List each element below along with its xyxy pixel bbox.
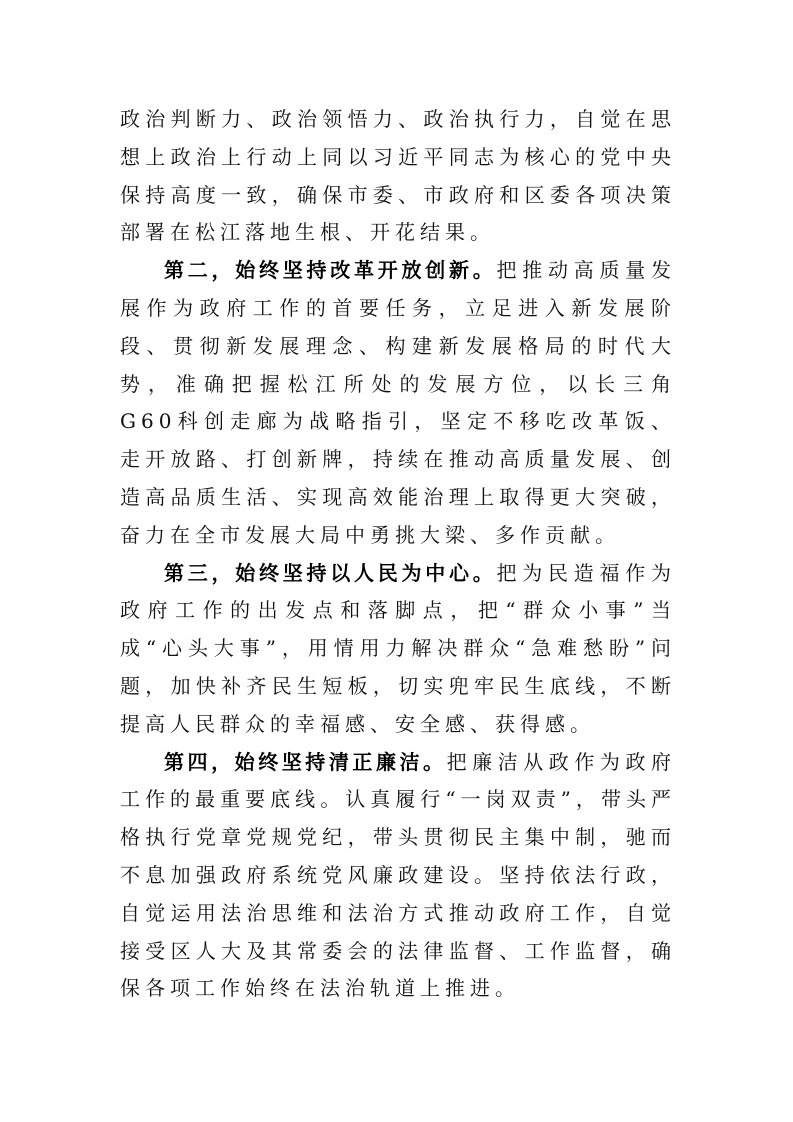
paragraph-integrity	[120, 744, 676, 1009]
paragraph-people-centered	[120, 555, 676, 744]
paragraph-lead-heading: 第二，始终坚持改革开放创新。	[164, 258, 497, 283]
paragraph-text: 把廉洁从政作为政府工作的最重要底线。认真履行“一岗双责”，带头严格执行党章党规党纪，带头贯彻民主集中制，驰而不息加强政府系统党风廉政建设。坚持依法行政，自觉运用法治思维和法治方式推动政府工作，自觉接受区人大及其常委会的法律监督、工作监督，确保各项工作始终在法治轨道上推进。	[120, 749, 677, 1001]
paragraph-reform-opening-innovation	[120, 252, 676, 554]
paragraph-lead-heading: 第四，始终坚持清正廉洁。	[164, 749, 447, 774]
paragraph-text: 把推动高质量发展作为政府工作的首要任务，立足进入新发展阶段、贯彻新发展理念、构建新发展格局的时代大势，准确把握松江所处的发展方位，以长三角G60科创走廊为战略指引，坚定不移吃改革饭、走开放路、打创新牌，持续在推动高质量发展、创造高品质生活、实现高效能治理上取得更大突破，奋力在全市发展大局中勇挑大梁、多作贡献。	[120, 258, 676, 547]
document-body	[120, 101, 676, 1008]
paragraph-text: 政治判断力、政治领悟力、政治执行力，自觉在思想上政治上行动上同以习近平同志为核心的党中央保持高度一致，确保市委、市政府和区委各项决策部署在松江落地生根、开花结果。	[120, 107, 676, 245]
paragraph-continuation	[120, 101, 676, 252]
paragraph-text: 把为民造福作为政府工作的出发点和落脚点，把“群众小事”当成“心头大事”，用情用力解决群众“急难愁盼”问题，加快补齐民生短板，切实兜牢民生底线，不断提高人民群众的幸福感、安全感、获得感。	[120, 560, 676, 736]
paragraph-lead-heading: 第三，始终坚持以人民为中心。	[164, 560, 497, 585]
